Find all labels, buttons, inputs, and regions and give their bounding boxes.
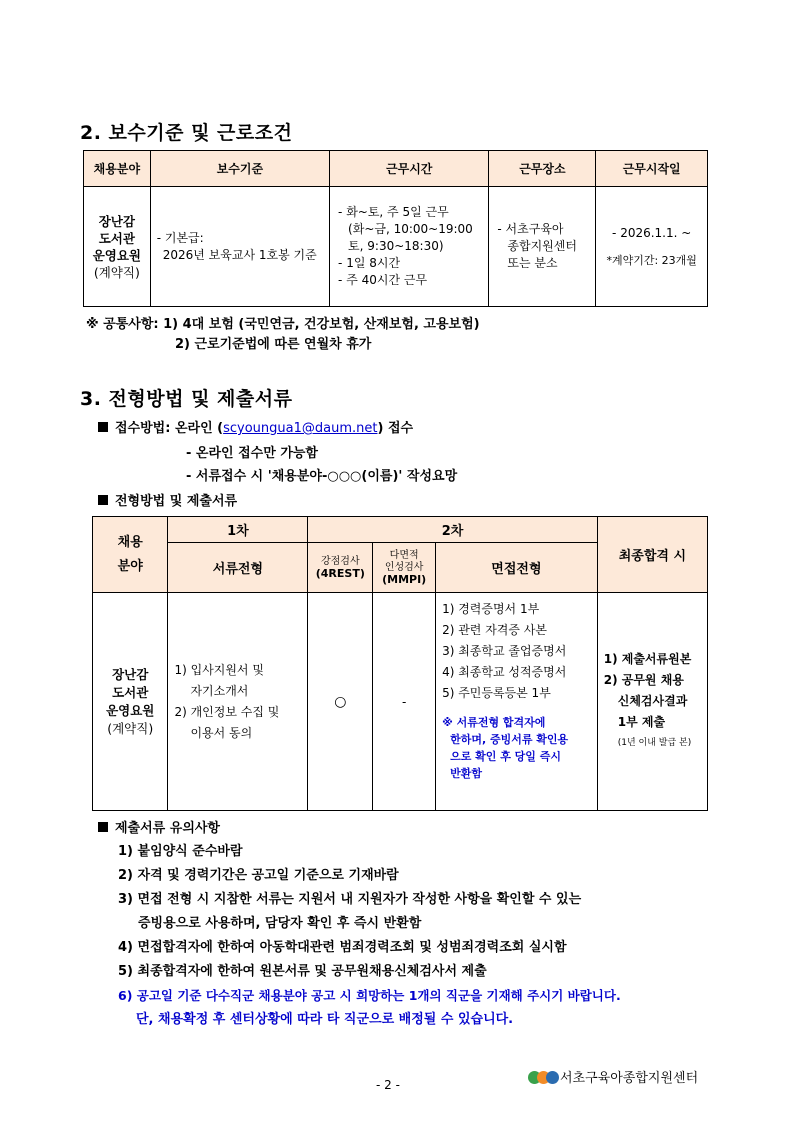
th-hours: 근무시간 — [330, 151, 489, 187]
row-field: 장난감 도서관 운영요원 (계약직) — [84, 187, 151, 307]
th-pay: 보수기준 — [150, 151, 329, 187]
row-pay: - 기본급: 2026년 보육교사 1호봉 기준 — [150, 187, 329, 307]
pay-table — [83, 150, 708, 307]
square-bullet-icon — [98, 495, 108, 505]
row-docs: 1) 입사지원서 및 자기소개서 2) 개인정보 수집 및 이용서 동의 — [168, 593, 308, 811]
row-interview: 1) 경력증명서 1부 2) 관련 자격증 사본 3) 최종학교 졸업증명서 4) 최종학교 성적증명서 5) 주민등록등본 1부 ※ 서류전형 합격자에 한하며, 증빙서류 확인용 으로 확인 후 당일 즉시 반환함 — [436, 593, 598, 811]
page-number: - 2 - — [376, 1078, 400, 1092]
th-start: 근무시작일 — [596, 151, 708, 187]
method-label: 전형방법 및 제출서류 — [98, 490, 237, 509]
square-bullet-icon — [98, 822, 108, 832]
apply-sub-1: - 온라인 접수만 가능함 — [186, 446, 318, 461]
th-test2: 다면적 인성검사 (MMPI) — [373, 543, 436, 593]
row-final: 1) 제출서류원본 2) 공무원 채용 신체검사결과 1부 제출 (1년 이내 발급 본) — [597, 593, 707, 811]
row-place: - 서초구육아 종합지원센터 또는 분소 — [489, 187, 596, 307]
th-place: 근무장소 — [489, 151, 596, 187]
row-test1: ○ — [308, 593, 373, 811]
email-link[interactable]: scyoungua1@daum.net — [223, 421, 378, 436]
row-start: - 2026.1.1. ~ *계약기간: 23개월 — [596, 187, 708, 307]
square-bullet-icon — [98, 422, 108, 432]
th-final: 최종합격 시 — [597, 517, 707, 593]
org-name: 서초구육아종합지원센터 — [560, 1071, 699, 1086]
apply-sub-2: - 서류접수 시 '채용분야-○○○(이름)' 작성요망 — [186, 469, 458, 484]
logo-icon — [528, 1068, 560, 1086]
caution-label: 제출서류 유의사항 — [98, 817, 220, 836]
section3-title: 3. 전형방법 및 제출서류 — [80, 388, 293, 410]
selection-table — [92, 516, 708, 811]
row-test2: - — [373, 593, 436, 811]
section2-title: 2. 보수기준 및 근로조건 — [80, 122, 293, 144]
th-interview: 면접전형 — [436, 543, 598, 593]
th-first: 1차 — [168, 517, 308, 543]
th-test1: 강점검사 (4REST) — [308, 543, 373, 593]
footer-org — [528, 1067, 698, 1086]
th-field: 채용 분야 — [93, 517, 168, 593]
row-field: 장난감 도서관 운영요원 (계약직) — [93, 593, 168, 811]
common-note-2: 2) 근로기준법에 따른 연월차 휴가 — [175, 337, 372, 352]
th-field: 채용분야 — [84, 151, 151, 187]
caution-list: 1) 붙임양식 준수바람 2) 자격 및 경력기간은 공고일 기준으로 기재바람 3) 면접 전형 시 지참한 서류는 지원서 내 지원자가 작성한 사항을 확인할 수 있는 증빙용으로 사용하며, 담당자 확인 후 즉시 반환함 4) 면접합격자에 한하여 아동학대관련 범죄경력조회 및 성범죄경력조회 실시함 5) 최종합격자에 한하여 원본서류 및 공무원채용신체검사서 제출 6) 공고일 기준 다수직군 채용분야 공고 시 희망하는 1개의 직군을 기재해 주시기 바랍니다. 단, 채용확정 후 센터상황에 따라 타 직군으로 배정될 수 있습니다. — [118, 844, 621, 1027]
common-note: ※ 공통사항: 1) 4대 보험 (국민연금, 건강보험, 산재보험, 고용보험) — [86, 317, 480, 332]
th-doc: 서류전형 — [168, 543, 308, 593]
row-hours: - 화~토, 주 5일 근무 (화~금, 10:00~19:00 토, 9:30~18:30) - 1일 8시간 - 주 40시간 근무 — [330, 187, 489, 307]
apply-method: 접수방법: 온라인 (scyoungua1@daum.net) 접수 — [98, 417, 413, 436]
th-second: 2차 — [308, 517, 597, 543]
